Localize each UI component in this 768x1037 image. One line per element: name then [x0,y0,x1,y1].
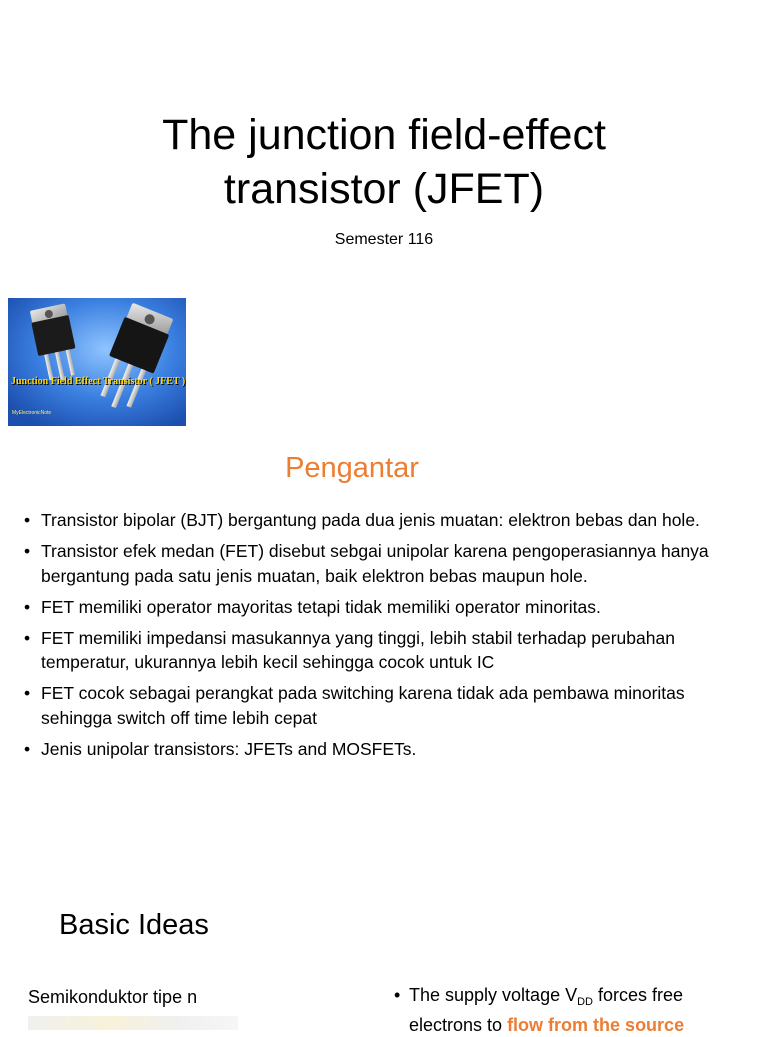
bullet-text: Transistor bipolar (BJT) bergantung pada dua jenis muatan: elektron bebas dan hole. [41,510,700,530]
bullet-item [24,626,724,675]
bullet-text: FET memiliki impedansi masukannya yang tinggi, lebih stabil terhadap perubahan temperatur, ukurannya lebih kecil sehingga cocok untuk IC [41,627,675,672]
title-slide [0,0,768,440]
vdd-subscript: DD [577,996,593,1008]
right-column-bullet [394,984,754,1037]
supply-voltage-text: The supply voltage V [409,985,578,1005]
title-line-1: The junction field-effect [162,111,606,159]
bullet-icon: • [394,985,401,1005]
bullet-item [24,508,724,533]
title-line-2: transistor (JFET) [223,165,545,213]
bullet-text: Transistor efek medan (FET) disebut sebgai unipolar karena pengoperasiannya hanya bergantung pada satu jenis muatan, baik elektron bebas maupun hole. [41,541,709,586]
electrons-to-text: electrons to [409,1015,508,1035]
left-column-cutoff-line [28,1016,238,1030]
right-bullet-text [394,984,754,1037]
bullet-text: FET memiliki operator mayoritas tetapi tidak memiliki operator minoritas. [41,596,601,617]
image-caption: Junction Field Effect Transistor ( JFET ) [11,376,186,387]
bullet-icon: • [24,596,31,617]
forces-free-text: forces free [593,985,684,1005]
intro-slide [0,440,768,860]
basic-ideas-slide [0,860,768,1035]
bullet-icon: • [24,738,31,759]
bullet-item [24,595,724,620]
flow-highlight-text: flow from the source [507,1015,685,1035]
bullet-icon: • [24,627,31,648]
bullet-text: FET cocok sebagai perangkat pada switching karena tidak ada pembawa minoritas sehingga switch off time lebih cepat [41,683,685,728]
intro-bullet-list [24,508,724,768]
slide-title [0,108,768,216]
image-credit: MyElectronicNote [12,410,52,416]
basic-ideas-heading: Basic Ideas [59,909,209,941]
left-column-text: Semikonduktor tipe n [28,987,198,1007]
bullet-item [24,539,724,588]
jfet-product-image [8,298,186,426]
bullet-icon: • [24,683,31,703]
bullet-icon: • [24,510,31,530]
bullet-item [24,737,724,762]
transistor-illustration [8,298,186,426]
bullet-icon: • [24,541,31,561]
bullet-text: Jenis unipolar transistors: JFETs and MOSFETs. [41,738,417,759]
bullet-item [24,681,724,730]
intro-heading: Pengantar [285,452,419,484]
slide-subtitle: Semester 116 [334,231,434,248]
